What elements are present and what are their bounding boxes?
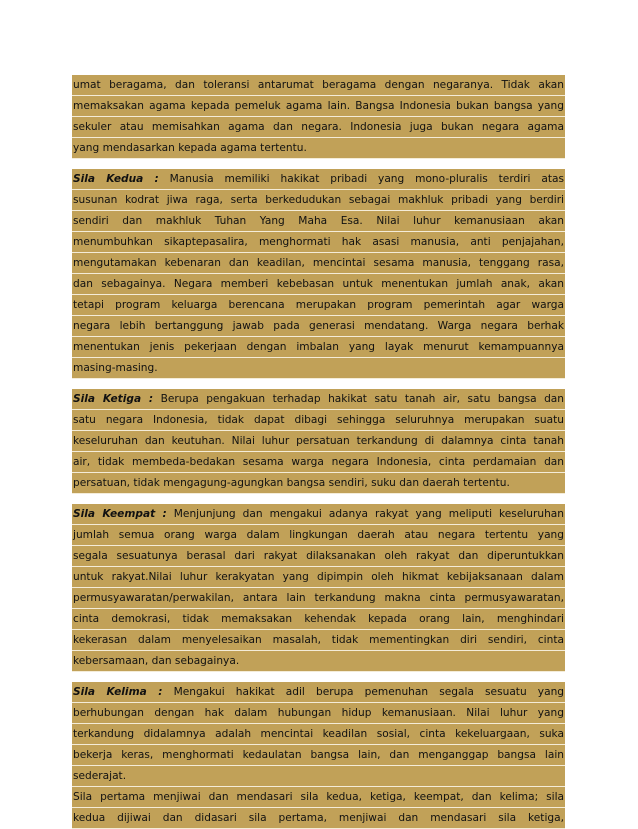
paragraph-sila-ketiga [72,389,565,494]
sila-heading: Sila Kelima : [73,686,163,698]
paragraph-gap [72,494,565,504]
text-line: yang mendasarkan kepada agama tertentu. [72,138,565,159]
paragraph-gap [72,159,565,169]
paragraph-gap [72,672,565,682]
text-line: kekerasan dalam menyelesaikan masalah, tidak mementingkan diri sendiri, cinta [72,630,565,651]
text-line: kedua dijiwai dan didasari sila pertama, menjiwai dan mendasari sila ketiga, [72,808,565,829]
text-line: mengutamakan kebenaran dan keadilan, mencintai sesama manusia, tenggang rasa, [72,253,565,274]
text-line: sekuler atau memisahkan agama dan negara. Indonesia juga bukan negara agama [72,117,565,138]
text-line: negara lebih bertanggung jawab pada generasi mendatang. Warga negara berhak [72,316,565,337]
text-run: Menjunjung dan mengakui adanya rakyat yang meliputi keseluruhan [166,508,564,520]
text-line: jumlah semua orang warga dalam lingkungan daerah atau negara tertentu yang [72,525,565,546]
text-line [72,169,565,190]
sila-heading: Sila Keempat : [73,508,167,520]
document-page [72,75,565,829]
text-line [72,389,565,410]
text-line [72,504,565,525]
text-line: memaksakan agama kepada pemeluk agama lain. Bangsa Indonesia bukan bangsa yang [72,96,565,117]
text-line: untuk rakyat.Nilai luhur kerakyatan yang dipimpin oleh hikmat kebijaksanaan dalam [72,567,565,588]
text-line: dan sebagainya. Negara memberi kebebasan untuk menentukan jumlah anak, akan [72,274,565,295]
text-run: Mengakui hakikat adil berupa pemenuhan segala sesuatu yang [162,686,565,698]
paragraph-sila-kedua [72,169,565,379]
text-line: bekerja keras, menghormati kedaulatan bangsa lain, dan menganggap bangsa lain [72,745,565,766]
text-line: masing-masing. [72,358,565,379]
text-line: Sila pertama menjiwai dan mendasari sila kedua, ketiga, keempat, dan kelima; sila [72,787,565,808]
sila-heading: Sila Kedua : [73,173,159,185]
text-line [72,682,565,703]
text-line: terkandung didalamnya adalah mencintai keadilan sosial, cinta kekeluargaan, suka [72,724,565,745]
text-line: cinta demokrasi, tidak memaksakan kehendak kepada orang lain, menghindari [72,609,565,630]
paragraph-sila-keempat [72,504,565,672]
text-line: kebersamaan, dan sebagainya. [72,651,565,672]
paragraph-closing [72,787,565,829]
text-line: tetapi program keluarga berencana merupakan program pemerintah agar warga [72,295,565,316]
text-line: menumbuhkan sikaptepasalira, menghormati hak asasi manusia, anti penjajahan, [72,232,565,253]
paragraph-sila-kelima [72,682,565,787]
text-line: segala sesuatunya berasal dari rakyat dilaksanakan oleh rakyat dan diperuntukkan [72,546,565,567]
text-line: sendiri dan makhluk Tuhan Yang Maha Esa. Nilai luhur kemanusiaan akan [72,211,565,232]
sila-heading: Sila Ketiga : [73,393,154,405]
text-line: berhubungan dengan hak dalam hubungan hidup kemanusiaan. Nilai luhur yang [72,703,565,724]
text-line: menentukan jenis pekerjaan dengan imbalan yang layak menurut kemampuannya [72,337,565,358]
text-line: keseluruhan dan keutuhan. Nilai luhur persatuan terkandung di dalamnya cinta tanah [72,431,565,452]
text-line: permusyawaratan/perwakilan, antara lain terkandung makna cinta permusyawaratan, [72,588,565,609]
text-line: air, tidak membeda-bedakan sesama warga negara Indonesia, cinta perdamaian dan [72,452,565,473]
text-line: sederajat. [72,766,565,787]
text-run: Berupa pengakuan terhadap hakikat satu tanah air, satu bangsa dan [153,393,564,405]
text-line: satu negara Indonesia, tidak dapat dibagi sehingga seluruhnya merupakan suatu [72,410,565,431]
text-line: umat beragama, dan toleransi antarumat beragama dengan negaranya. Tidak akan [72,75,565,96]
paragraph-gap [72,379,565,389]
text-run: Manusia memiliki hakikat pribadi yang mono-pluralis terdiri atas [158,173,565,185]
text-line: susunan kodrat jiwa raga, serta berkedudukan sebagai makhluk pribadi yang berdiri [72,190,565,211]
text-line: persatuan, tidak mengagung-agungkan bangsa sendiri, suku dan daerah tertentu. [72,473,565,494]
paragraph-intro [72,75,565,159]
